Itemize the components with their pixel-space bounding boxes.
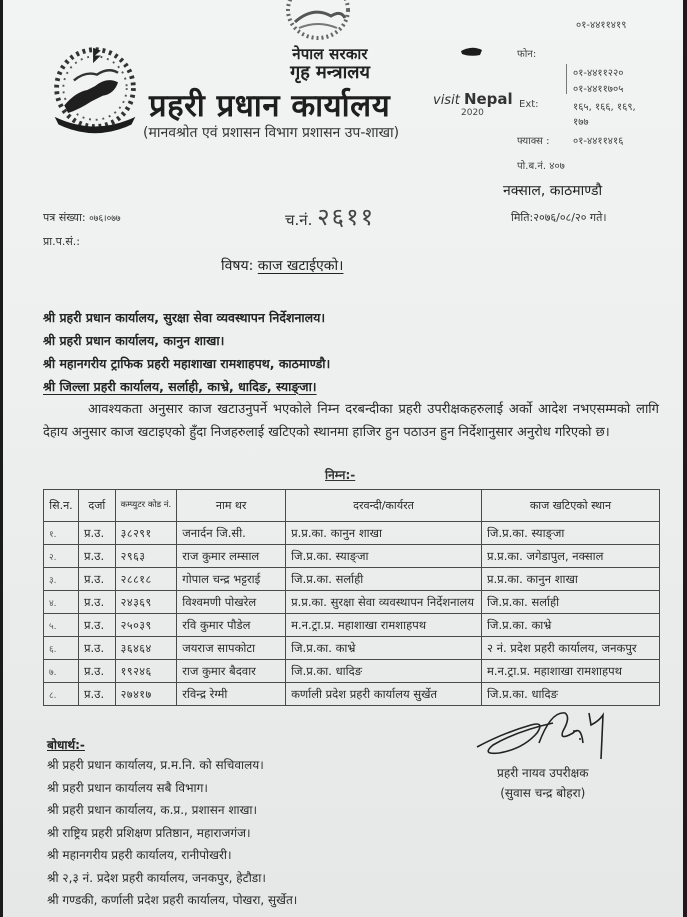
reference-number (43, 210, 121, 225)
row-name: विश्वमणी पोखरेल (177, 591, 286, 614)
office-title: प्रहरी प्रधान कार्यालय (149, 88, 391, 124)
table-row (44, 591, 660, 614)
row-deputed: २ नं. प्रदेश प्रहरी कार्यालय, जनकपुर (481, 637, 659, 660)
row-code: ३६४६४ (115, 637, 177, 660)
col-header-posted: दरवन्दी/कार्यरत (286, 490, 482, 522)
letter-date: मिति:२०७६/०८/२० गते। (511, 211, 607, 224)
col-header-deputed: काज खटिएको स्थान (481, 490, 659, 522)
row-code: २७४१७ (115, 683, 177, 706)
row-serial: ३. (44, 568, 79, 591)
col-header-rank: दर्जा (78, 490, 115, 522)
row-posted: जि.प्र.का. धादिङ (286, 660, 482, 683)
row-serial: ५. (44, 614, 79, 637)
phone-bracket (566, 64, 569, 94)
row-name: गोपाल चन्द्र भट्टराई (177, 568, 286, 591)
recipient-item: श्री जिल्ला प्रहरी कार्यालय, सर्लाही, काभ्रे, धादिङ, स्याङ्जा। (43, 379, 317, 394)
visit-nepal-logo (433, 90, 513, 108)
letter-page (3, 0, 683, 917)
row-name: जयराज सापकोटा (177, 637, 286, 660)
row-code: ३८२९१ (115, 522, 177, 545)
row-rank: प्र.उ. (78, 614, 115, 637)
reference-value: ०७६।०७७ (89, 214, 121, 224)
row-rank: प्र.उ. (78, 568, 115, 591)
dispatch-value: २६११ (317, 203, 376, 231)
row-deputed: प्र.प्र.का. जगेडापुल, नक्साल (481, 545, 659, 568)
table-row (44, 568, 660, 591)
row-name: राज कुमार बैदवार (177, 660, 286, 683)
table-row (44, 545, 660, 568)
row-code: २५०३९ (115, 614, 177, 637)
dispatch-number (285, 200, 375, 233)
ext-label: Ext: (519, 99, 539, 110)
cc-item: श्री महानगरीय प्रहरी कार्यालय, रानीपोखरी। (47, 848, 232, 862)
row-rank: प्र.उ. (78, 591, 115, 614)
row-code: २९६३ (115, 545, 177, 568)
visit-text: visit (433, 93, 460, 108)
row-serial: ६. (44, 637, 79, 660)
row-deputed: जि.प्र.का. सर्लाही (481, 591, 659, 614)
cc-item: श्री प्रहरी प्रधान कार्यालय, प्र.म.नि. को सचिवालय। (47, 758, 264, 772)
fax-label: फ्याक्स : (517, 136, 550, 147)
fax-number: ०१-४४११४१६ (573, 136, 624, 147)
cc-item: श्री राष्ट्रिय प्रहरी प्रशिक्षण प्रतिष्ठान, महाराजगंज। (47, 825, 251, 840)
row-posted: प्र.प्र.का. कानुन शाखा (286, 522, 482, 545)
nepal-text: Nepal (463, 90, 513, 108)
row-posted: म.न.ट्रा.प्र. महाशाखा रामशाहपथ (286, 614, 482, 637)
cc-label: बोधार्थ:- (47, 738, 85, 752)
cc-item: श्री प्रहरी प्रधान कार्यालय सबै विभाग। (47, 780, 208, 795)
office-address: नक्साल, काठमाण्डौ (503, 183, 603, 199)
row-serial: ४. (44, 591, 79, 614)
row-rank: प्र.उ. (78, 660, 115, 683)
visit-nepal-year: 2020 (461, 108, 484, 118)
ext-numbers-2: १७७ (573, 117, 589, 128)
signatory-designation: प्रहरी नायव उपरीक्षक (497, 766, 589, 780)
recipient-item: श्री प्रहरी प्रधान कार्यालय, सुरक्षा सेवा व्यवस्थापन निर्देशनालय। (43, 310, 326, 325)
row-name: रवि कुमार पौडेल (177, 614, 286, 637)
letter-body (43, 398, 659, 444)
po-box: पो.ब.नं. ४०७ (517, 161, 565, 172)
row-posted: जि.प्र.का. सर्लाही (286, 568, 482, 591)
col-header-sn: सि.न. (44, 490, 79, 522)
subject-label: विषय: (221, 258, 254, 274)
row-deputed: जि.प्र.का. स्याङ्जा (481, 522, 659, 545)
cc-item: श्री प्रहरी प्रधान कार्यालय, क.प्र., प्रशासन शाखा। (47, 803, 258, 817)
phone-label: फोन: (517, 49, 537, 60)
row-code: २८८१८ (115, 568, 177, 591)
reference-label: पत्र संख्या: (43, 211, 86, 224)
ext-numbers-1: १६५, १६६, १६९, (573, 102, 636, 113)
row-serial: १. (44, 522, 79, 545)
cc-item: श्री गण्डकी, कर्णाली प्रदेश प्रहरी कार्यालय, पोखरा, सुर्खेत। (47, 893, 298, 907)
table-header-row (44, 490, 660, 522)
deputation-table (43, 489, 660, 706)
signatory-name: (सुवास चन्द्र बोहरा) (500, 786, 586, 800)
row-serial: ७. (44, 660, 79, 683)
stamp-emblem-icon (283, 0, 353, 42)
row-posted: कर्णाली प्रदेश प्रहरी कार्यालय सुर्खेत (286, 683, 482, 706)
col-header-code (115, 490, 177, 522)
table-row (44, 614, 660, 637)
subject-value: काज खटाईएको। (257, 258, 344, 274)
row-rank: प्र.उ. (78, 683, 115, 706)
col-header-name: नाम थर (177, 490, 286, 522)
recipient-list (43, 306, 330, 398)
row-deputed: प्र.प्र.का. कानुन शाखा (481, 568, 659, 591)
row-rank: प्र.उ. (78, 522, 115, 545)
cc-item: श्री २,३ नं. प्रदेश प्रहरी कार्यालय, जनकपुर, हेटौडा। (47, 870, 266, 885)
pps-label: प्रा.प.सं.: (43, 235, 80, 248)
col-header-code-text: कम्प्युटर कोड नं. (120, 500, 172, 510)
cc-list (47, 754, 297, 912)
recipient-item: श्री प्रहरी प्रधान कार्यालय, कानुन शाखा। (43, 333, 225, 348)
government-name: नेपाल सरकार (292, 45, 368, 63)
subject-line (221, 256, 343, 275)
row-name: राज कुमार लम्साल (177, 545, 286, 568)
row-deputed: म.न.ट्रा.प्र. महाशाखा रामशाहपथ (481, 660, 659, 683)
row-deputed: जि.प्र.का. काभ्रे (481, 614, 659, 637)
row-name: रविन्द्र रेग्मी (177, 683, 286, 706)
phone-number-1: ०१-४४११२२० (573, 68, 624, 79)
signatory (497, 763, 588, 803)
letter-body-text: आवश्यकता अनुसार काज खटाउनुपर्ने भएकोले निम्न दरबन्दीका प्रहरी उपरीक्षकहरुलाई अर्को आदेश नभएसम्मको लागि देहाय अनुसार काज खटाइएको हुँदा निजहरुलाई खटिएको स्थानमा हाजिर हुन पठाउन हुन निर्देशानुसार अनुरोध गरिएको छ। (43, 402, 659, 440)
table-row (44, 522, 660, 545)
row-name: जनार्दन जि.सी. (177, 522, 286, 545)
department-subtitle: (मानवश्रोत एवं प्रशासन विभाग प्रशासन उप-शाखा) (143, 125, 400, 141)
nepal-emblem-icon (47, 42, 143, 138)
ministry-name: गृह मन्त्रालय (290, 62, 370, 83)
row-posted: जि.प्र.का. काभ्रे (286, 637, 482, 660)
nepali-cap-icon (458, 45, 486, 59)
signature-icon (473, 703, 623, 765)
row-posted: जि.प्र.का. स्याङ्जा (286, 545, 482, 568)
row-serial: २. (44, 545, 79, 568)
phone-number-2: ०१-४४११७०५ (573, 84, 624, 95)
row-rank: प्र.उ. (78, 637, 115, 660)
row-serial: ८. (44, 683, 79, 706)
table-row (44, 660, 660, 683)
dispatch-label: च.नं. (285, 211, 313, 229)
row-deputed: जि.प्र.का. धादिङ (481, 683, 659, 706)
row-rank: प्र.उ. (78, 545, 115, 568)
top-phone-number: ०१-४४११४१९ (576, 20, 627, 31)
row-code: २४३६९ (115, 591, 177, 614)
table-title: निम्न:- (325, 468, 356, 482)
row-code: १९२४६ (115, 660, 177, 683)
table-row (44, 637, 660, 660)
recipient-item: श्री महानगरीय ट्राफिक प्रहरी महाशाखा रामशाहपथ, काठमाण्डौ। (43, 356, 331, 371)
row-posted: प्र.प्र.का. सुरक्षा सेवा व्यवस्थापन निर्देशनालय (286, 591, 482, 614)
